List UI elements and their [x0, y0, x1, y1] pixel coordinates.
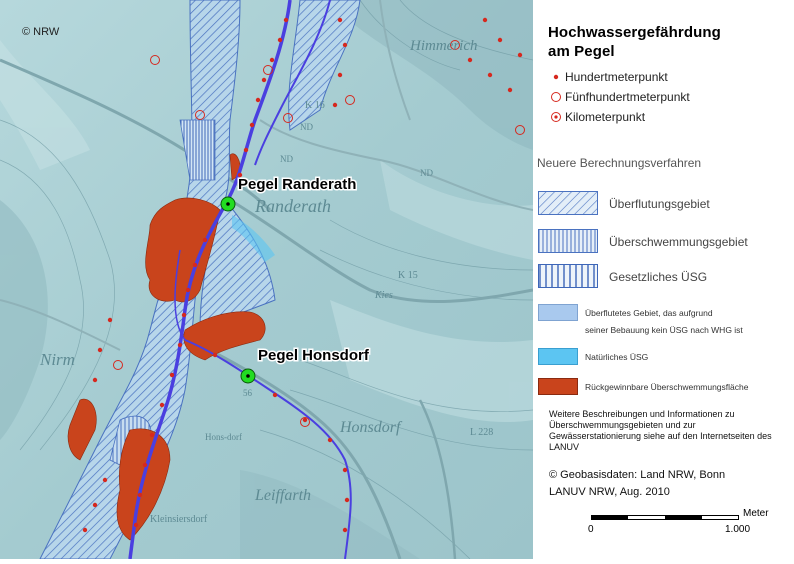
road-label: L 228	[470, 427, 494, 438]
legend-title-line1: Hochwassergefährdung	[548, 24, 721, 41]
place-label: Leiffarth	[255, 487, 312, 504]
five-hundred-meter-ring-icon	[550, 91, 562, 103]
place-label: Kleinsiersdorf	[150, 514, 208, 525]
road-label: ND	[300, 122, 313, 132]
legend-title-line2: am Pegel	[548, 43, 615, 60]
road-label: ND	[420, 168, 433, 178]
swatch-diagonal-hatch	[538, 191, 598, 215]
swatch-built-area	[538, 304, 578, 321]
place-label: Himmerich	[410, 38, 478, 54]
legend-note: Weitere Beschreibungen und Informationen zu Überschwemmungsgebieten und zur Gewässerstationierung siehe auf den Internetseiten des LANUV	[549, 409, 772, 452]
legend-label-natural: Natürliches ÜSG	[585, 352, 649, 362]
legend-label-hundred: Hundertmeterpunkt	[565, 70, 668, 84]
legend-section-heading: Neuere Berechnungsverfahren	[537, 156, 702, 170]
swatch-natural-usg	[538, 348, 578, 365]
legend-label-kilometer: Kilometerpunkt	[565, 110, 646, 124]
place-label: Randerath	[255, 196, 331, 216]
swatch-vertical-hatch	[538, 229, 598, 253]
scale-start: 0	[588, 524, 594, 535]
legend-label-ueberschwemmung: Überschwemmungsgebiet	[609, 235, 748, 249]
gauge-label: Pegel Randerath	[238, 176, 357, 193]
place-label: Nirm	[40, 350, 75, 369]
scale-end: 1.000	[725, 524, 751, 535]
legend-label-ueberflutung: Überflutungsgebiet	[609, 197, 710, 211]
legend-label-five-hundred: Fünfhundertmeterpunkt	[565, 90, 690, 104]
legend-label-built-line1: Überflutetes Gebiet, das aufgrund	[585, 308, 713, 318]
swatch-retention	[538, 378, 578, 395]
legend-label-built-line2: seiner Bebauung kein ÜSG nach WHG ist	[585, 325, 743, 335]
road-label: K 15	[398, 270, 418, 281]
place-label: Kies	[375, 290, 393, 301]
credit-lanuv: LANUV NRW, Aug. 2010	[549, 486, 670, 498]
legend-label-gesetzlich: Gesetzliches ÜSG	[609, 270, 708, 284]
place-label: Honsdorf	[340, 419, 401, 436]
map-legend	[533, 0, 794, 559]
kilometer-point-icon	[550, 111, 562, 123]
scale-unit: Meter	[743, 508, 769, 519]
swatch-vertical-dense	[538, 264, 598, 288]
scale-bar	[591, 515, 739, 521]
road-label: ND	[280, 154, 293, 164]
legend-label-retention: Rückgewinnbare Überschwemmungsfläche	[585, 382, 749, 392]
place-label: Hons-dorf	[205, 432, 242, 442]
gauge-label: Pegel Honsdorf	[258, 347, 369, 364]
hundred-meter-dot-icon	[551, 72, 561, 82]
road-label: K 16	[305, 100, 325, 111]
map-copyright: © NRW	[22, 26, 60, 38]
credit-geobasis: © Geobasisdaten: Land NRW, Bonn	[549, 469, 726, 481]
road-label: 56	[243, 388, 252, 398]
